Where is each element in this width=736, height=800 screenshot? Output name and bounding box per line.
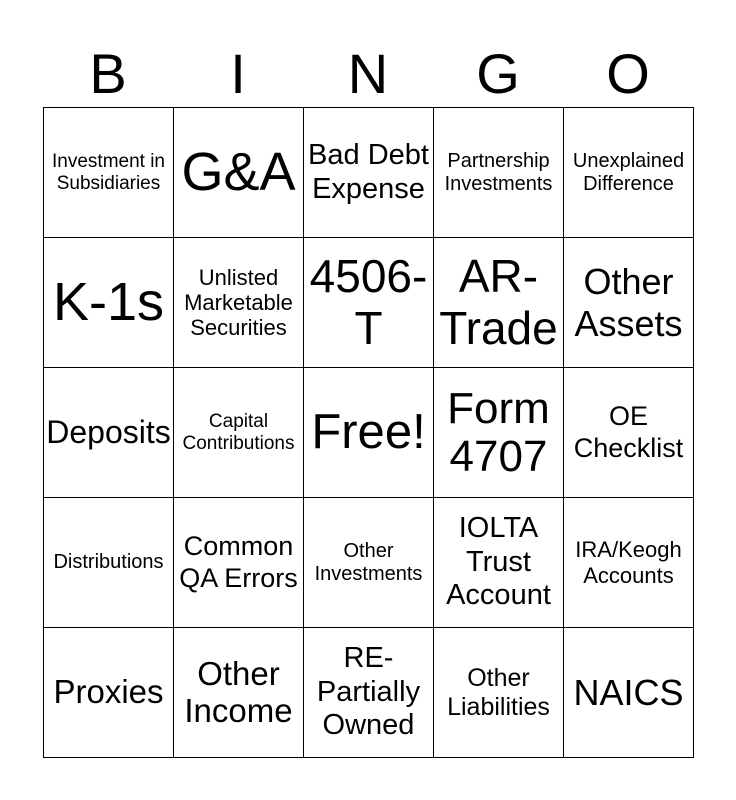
bingo-cell-r5c1[interactable]: Proxies <box>44 628 174 758</box>
bingo-cell-r4c4[interactable]: IOLTA Trust Account <box>434 498 564 628</box>
bingo-cell-r1c4[interactable]: Partnership Investments <box>434 108 564 238</box>
bingo-cell-r1c3[interactable]: Bad Debt Expense <box>304 108 434 238</box>
bingo-cell-r5c3[interactable]: RE-Partially Owned <box>304 628 434 758</box>
bingo-header <box>43 40 693 108</box>
bingo-cell-r4c3[interactable]: Other Investments <box>304 498 434 628</box>
bingo-cell-r5c5[interactable]: NAICS <box>564 628 694 758</box>
bingo-cell-r3c3[interactable]: Free! <box>304 368 434 498</box>
bingo-cell-r1c1[interactable]: Investment in Subsidiaries <box>44 108 174 238</box>
bingo-cell-r4c2[interactable]: Common QA Errors <box>174 498 304 628</box>
header-letter-i: I <box>230 42 246 105</box>
bingo-cell-r4c1[interactable]: Distributions <box>44 498 174 628</box>
bingo-cell-r5c4[interactable]: Other Liabilities <box>434 628 564 758</box>
bingo-cell-r5c2[interactable]: Other Income <box>174 628 304 758</box>
bingo-cell-r4c5[interactable]: IRA/Keogh Accounts <box>564 498 694 628</box>
bingo-cell-r1c5[interactable]: Unexplained Difference <box>564 108 694 238</box>
header-letter-o: O <box>606 42 650 105</box>
bingo-cell-r3c2[interactable]: Capital Contributions <box>174 368 304 498</box>
header-letter-b: B <box>89 42 127 105</box>
header-letter-n: N <box>347 42 389 105</box>
bingo-cell-r3c4[interactable]: Form 4707 <box>434 368 564 498</box>
bingo-cell-r3c5[interactable]: OE Checklist <box>564 368 694 498</box>
bingo-cell-r3c1[interactable]: Deposits <box>44 368 174 498</box>
bingo-board <box>43 107 694 758</box>
bingo-cell-r2c1[interactable]: K-1s <box>44 238 174 368</box>
bingo-cell-r1c2[interactable]: G&A <box>174 108 304 238</box>
bingo-cell-r2c2[interactable]: Unlisted Marketable Securities <box>174 238 304 368</box>
header-letter-g: G <box>476 42 520 105</box>
bingo-cell-r2c5[interactable]: Other Assets <box>564 238 694 368</box>
bingo-cell-r2c4[interactable]: AR-Trade <box>434 238 564 368</box>
bingo-cell-r2c3[interactable]: 4506-T <box>304 238 434 368</box>
